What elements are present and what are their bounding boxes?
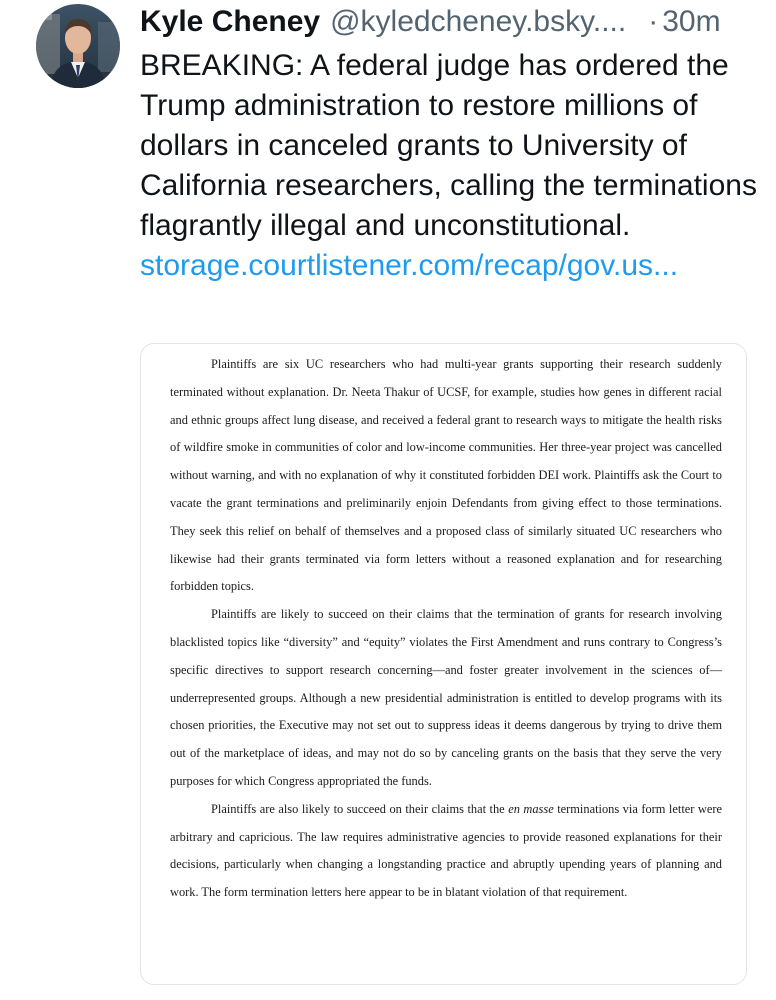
author-avatar[interactable] — [36, 4, 120, 88]
post-header — [140, 2, 746, 42]
document-paragraph — [170, 796, 722, 907]
document-paragraph: Plaintiffs are likely to succeed on their claims that the termination of grants for research involving blacklisted topics like “diversity” and “equity” violates the First Amendment and runs contrary to Congress’s specific directives to support research concerning—and foster greater involvement in the sciences of—underrepresented groups. Although a new presidential administration is entitled to develop programs with its chosen priorities, the Executive may not set out to suppress ideas it deems dangerous by trying to drive them out of the marketplace of ideas, and may not do so by canceling grants on the basis that they serve the very purposes for which Congress appropriated the funds. — [170, 607, 722, 788]
separator-dot: · — [648, 5, 659, 38]
profile-photo-icon — [36, 4, 120, 88]
document-image-card[interactable] — [140, 343, 747, 985]
court-document-excerpt — [170, 351, 722, 907]
post-body — [140, 46, 760, 286]
document-text: Plaintiffs are also likely to succeed on their claims that the — [211, 801, 509, 816]
document-paragraph: Plaintiffs are six UC researchers who had multi-year grants supporting their research suddenly terminated without explanation. Dr. Neeta Thakur of UCSF, for example, studies how genes in different racial and ethnic groups affect lung disease, and received a federal grant to research ways to mitigate the health risks of wildfire smoke in communities of color and low-income communities. Her three-year project was cancelled without warning, and with no explanation of why it constituted forbidden DEI work. Plaintiffs ask the Court to vacate the grant terminations and preliminarily enjoin Defendants from giving effect to those terminations. They seek this relief on behalf of themselves and a proposed class of similarly situated UC researchers who likewise had their grants terminated via form letters without a reasoned explanation and for researching forbidden topics. — [170, 357, 722, 594]
author-handle[interactable]: @kyledcheney.bsky.... — [330, 5, 627, 38]
post-text: BREAKING: A federal judge has ordered the Trump administration to restore millions of dollars in canceled grants to University of California researchers, calling the terminations flagrantly illegal and unconstitutional. — [140, 49, 757, 242]
author-display-name[interactable]: Kyle Cheney — [140, 5, 321, 38]
post-timestamp[interactable]: 30m — [662, 5, 721, 38]
document-text: terminations via form letter were arbitrary and capricious. The law requires administrative agencies to provide reasoned explanations for their decisions, particularly when changing a longstanding practice and abruptly upending years of planning and work. The form termination letters here appear to be in blatant violation of that requirement. — [170, 801, 722, 900]
document-emphasis: en masse — [508, 801, 554, 816]
post-link[interactable]: storage.courtlistener.com/recap/gov.us... — [140, 249, 679, 282]
